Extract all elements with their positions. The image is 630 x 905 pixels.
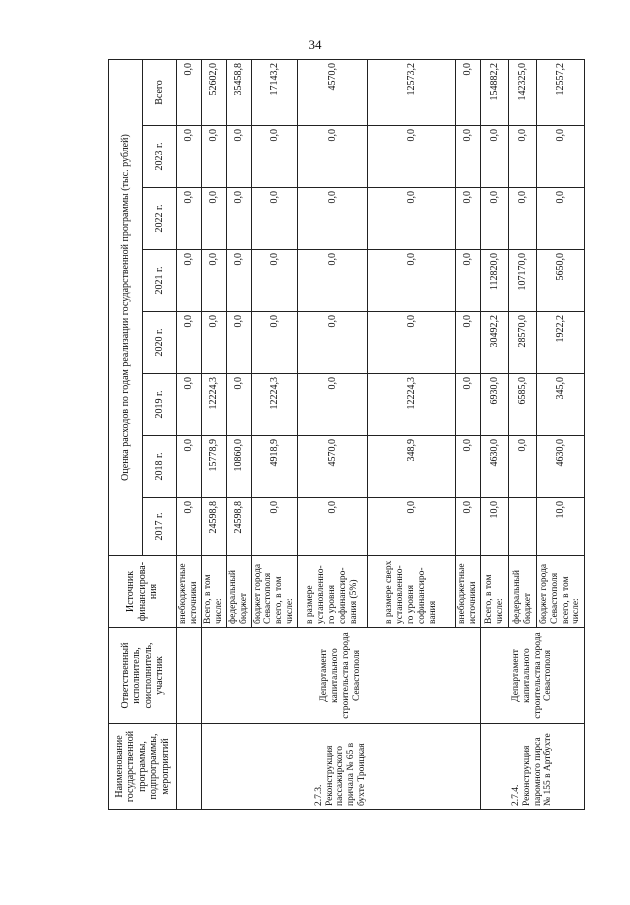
group-name-cell: 2.7.3. Реконструкция пассажирского причала № 65 в бухте Троицкая [201,724,480,810]
value-cell: 0,0 [481,126,509,188]
header-year-2020: 2020 г. [143,312,177,374]
value-cell: 6930,0 [481,374,509,436]
total-cell: 142325,0 [509,60,537,126]
value-cell: 0,0 [226,250,251,312]
value-cell: 0,0 [368,250,456,312]
value-cell: 4570,0 [298,436,368,498]
value-cell: 0,0 [298,312,368,374]
value-cell: 0,0 [251,250,298,312]
value-cell: 1922,2 [537,312,585,374]
value-cell: 0,0 [226,312,251,374]
value-cell: 0,0 [201,312,226,374]
source-cell: федеральный бюджет [226,556,251,628]
header-source: Источник финансирова-ния [109,556,177,628]
value-cell: 0,0 [456,374,481,436]
page-number: 34 [308,37,322,52]
value-cell: 0,0 [368,188,456,250]
source-cell: в размере установленно-го уровня софинансиро-вания (5%) [298,556,368,628]
value-cell: 348,9 [368,436,456,498]
value-cell: 0,0 [201,126,226,188]
value-cell: 0,0 [481,188,509,250]
table-row [177,60,202,810]
value-cell: 0,0 [177,436,202,498]
header-year-2023: 2023 г. [143,126,177,188]
value-cell: 12224,3 [368,374,456,436]
total-cell: 12573,2 [368,60,456,126]
value-cell: 24598,8 [201,498,226,556]
value-cell: 0,0 [201,250,226,312]
total-cell: 4570,0 [298,60,368,126]
total-cell: 35458,8 [226,60,251,126]
value-cell: 10,0 [537,498,585,556]
group-responsible-cell: Департамент капитального строительства города Севастополя [201,628,480,724]
value-cell: 0,0 [298,188,368,250]
value-cell: 4630,0 [481,436,509,498]
value-cell: 0,0 [177,188,202,250]
budget-table [108,59,585,810]
source-cell: федеральный бюджет [509,556,537,628]
value-cell: 0,0 [298,250,368,312]
group-name-cell: 2.7.4. Реконструкция паромного пирса № 155 в Артбухте [481,724,585,810]
value-cell: 0,0 [201,188,226,250]
value-cell: 0,0 [298,126,368,188]
value-cell: 12224,3 [201,374,226,436]
value-cell: 10860,0 [226,436,251,498]
value-cell: 0,0 [251,498,298,556]
value-cell: 12224,3 [251,374,298,436]
value-cell: 0,0 [456,188,481,250]
value-cell: 112820,0 [481,250,509,312]
header-total: Всего [143,60,177,126]
name-cell-empty [177,724,202,810]
value-cell: 0,0 [456,312,481,374]
source-cell: внебюджетные источники [177,556,202,628]
table-row [201,60,226,810]
source-cell: Всего, в том числе: [481,556,509,628]
value-cell: 107170,0 [509,250,537,312]
value-cell: 0,0 [537,188,585,250]
value-cell: 0,0 [509,436,537,498]
value-cell: 28570,0 [509,312,537,374]
value-cell: 0,0 [368,126,456,188]
value-cell: 0,0 [456,498,481,556]
value-cell: 0,0 [177,250,202,312]
source-cell: внебюджетные источники [456,556,481,628]
rotated-table-container [108,60,610,810]
group-responsible-cell: Департамент капитального строительства города Севастополя [481,628,585,724]
header-row-1 [109,60,143,810]
value-cell: 6585,0 [509,374,537,436]
value-cell: 10,0 [481,498,509,556]
total-cell: 154882,2 [481,60,509,126]
total-cell: 0,0 [177,60,202,126]
value-cell: 0,0 [177,126,202,188]
value-cell: 0,0 [298,374,368,436]
responsible-cell-empty [177,628,202,724]
source-cell: в размере сверх установленно-го уровня софинансиро-вания [368,556,456,628]
value-cell: 0,0 [177,374,202,436]
value-cell: 24598,8 [226,498,251,556]
total-cell: 12557,2 [537,60,585,126]
value-cell: 0,0 [368,312,456,374]
header-year-2017: 2017 г. [143,498,177,556]
value-cell: 4630,0 [537,436,585,498]
value-cell: 30492,2 [481,312,509,374]
table-row [481,60,509,810]
source-cell: бюджет города Севастополя всего, в том числе: [251,556,298,628]
value-cell: 345,0 [537,374,585,436]
value-cell: 4918,9 [251,436,298,498]
header-year-2019: 2019 г. [143,374,177,436]
value-cell: 0,0 [251,126,298,188]
value-cell: 0,0 [251,188,298,250]
total-cell: 0,0 [456,60,481,126]
header-year-2021: 2021 г. [143,250,177,312]
value-cell: 0,0 [226,126,251,188]
value-cell: 0,0 [177,498,202,556]
value-cell: 0,0 [537,126,585,188]
value-cell: 0,0 [509,188,537,250]
value-cell [509,498,537,556]
value-cell: 0,0 [251,312,298,374]
value-cell: 0,0 [456,436,481,498]
value-cell: 0,0 [509,126,537,188]
header-year-2022: 2022 г. [143,188,177,250]
source-cell: бюджет города Севастополя всего, в том числе: [537,556,585,628]
header-estimate: Оценка расходов по годам реализации государственной программы (тыс. рублей) [109,60,143,556]
header-responsible: Ответственный исполнитель, соисполнитель, участник [109,628,177,724]
total-cell: 17143,2 [251,60,298,126]
value-cell: 0,0 [368,498,456,556]
value-cell: 0,0 [226,374,251,436]
total-cell: 52602,0 [201,60,226,126]
value-cell: 15778,9 [201,436,226,498]
value-cell: 5650,0 [537,250,585,312]
value-cell: 0,0 [456,250,481,312]
source-cell: Всего, в том числе: [201,556,226,628]
header-name: Наименование государственной программы, подпрограммы, мероприятий [109,724,177,810]
value-cell: 0,0 [226,188,251,250]
value-cell: 0,0 [298,498,368,556]
value-cell: 0,0 [456,126,481,188]
header-year-2018: 2018 г. [143,436,177,498]
value-cell: 0,0 [177,312,202,374]
